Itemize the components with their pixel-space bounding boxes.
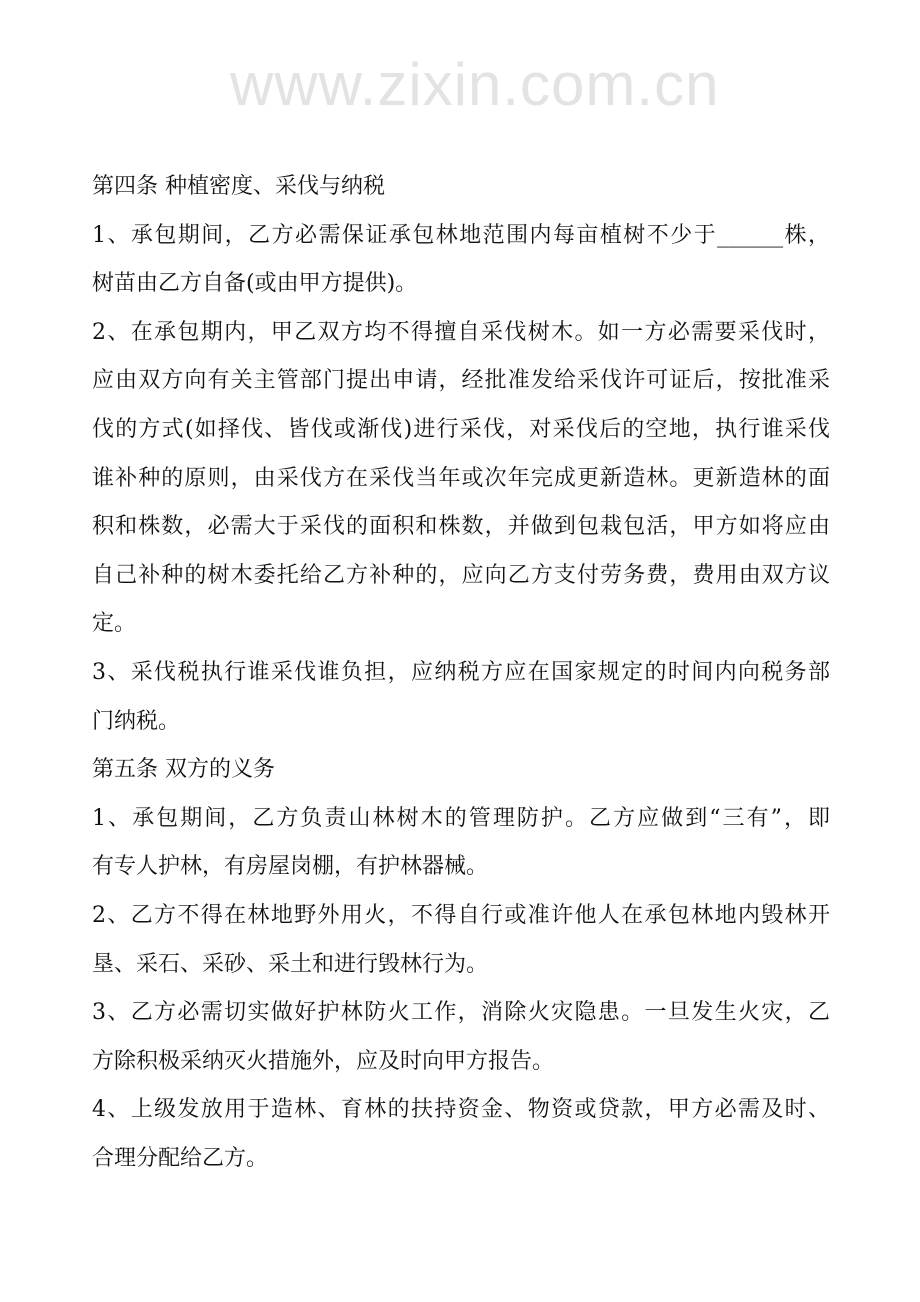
text-line: 谁补种的原则，由采伐方在采伐当年或次年完成更新造林。更新造林的面 xyxy=(92,465,830,491)
text-line: 2、在承包期内，甲乙双方均不得擅自采伐树木。如一方必需要采伐时， xyxy=(92,319,830,345)
text-line: 4、上级发放用于造林、育林的扶持资金、物资或贷款，甲方必需及时、 xyxy=(92,1097,830,1123)
section-heading: 第四条 种植密度、采伐与纳税 xyxy=(92,174,385,199)
text-line: 应由双方向有关主管部门提出申请，经批准发给采伐许可证后，按批准采 xyxy=(92,368,830,394)
text-line: 3、乙方必需切实做好护林防火工作，消除火灾隐患。一旦发生火灾，乙 xyxy=(92,1000,830,1026)
section-heading: 第五条 双方的义务 xyxy=(92,757,275,783)
watermark: www.zixin.com.cn xyxy=(230,51,720,118)
text-line: 定。 xyxy=(92,611,137,637)
text-line: 积和株数，必需大于采伐的面积和株数，并做到包栽包活，甲方如将应由 xyxy=(92,514,830,540)
text-line: 合理分配给乙方。 xyxy=(92,1145,269,1171)
text-line: 垦、采石、采砂、采土和进行毁林行为。 xyxy=(92,951,489,977)
text-line: 树苗由乙方自备(或由甲方提供)。 xyxy=(92,271,418,297)
text-line: 伐的方式(如择伐、皆伐或渐伐)进行采伐，对采伐后的空地，执行谁采伐 xyxy=(92,416,830,442)
text-line: 2、乙方不得在林地野外用火，不得自行或准许他人在承包林地内毁林开 xyxy=(92,902,830,928)
document-body xyxy=(92,163,830,1183)
text-line: 3、采伐税执行谁采伐谁负担，应纳税方应在国家规定的时间内向税务部 xyxy=(92,659,830,685)
text-line: 1、承包期间，乙方负责山林树木的管理防护。乙方应做到“三有”，即 xyxy=(92,805,830,831)
text-line: 门纳税。 xyxy=(92,708,181,734)
text-line: 方除积极采纳灭火措施外，应及时向甲方报告。 xyxy=(92,1048,555,1074)
text-line: 自己补种的树木委托给乙方补种的，应向乙方支付劳务费，费用由双方议 xyxy=(92,562,830,588)
text-line: 有专人护林，有房屋岗棚，有护林器械。 xyxy=(92,854,489,880)
text-line: 1、承包期间，乙方必需保证承包林地范围内每亩植树不少于______株， xyxy=(92,222,830,248)
